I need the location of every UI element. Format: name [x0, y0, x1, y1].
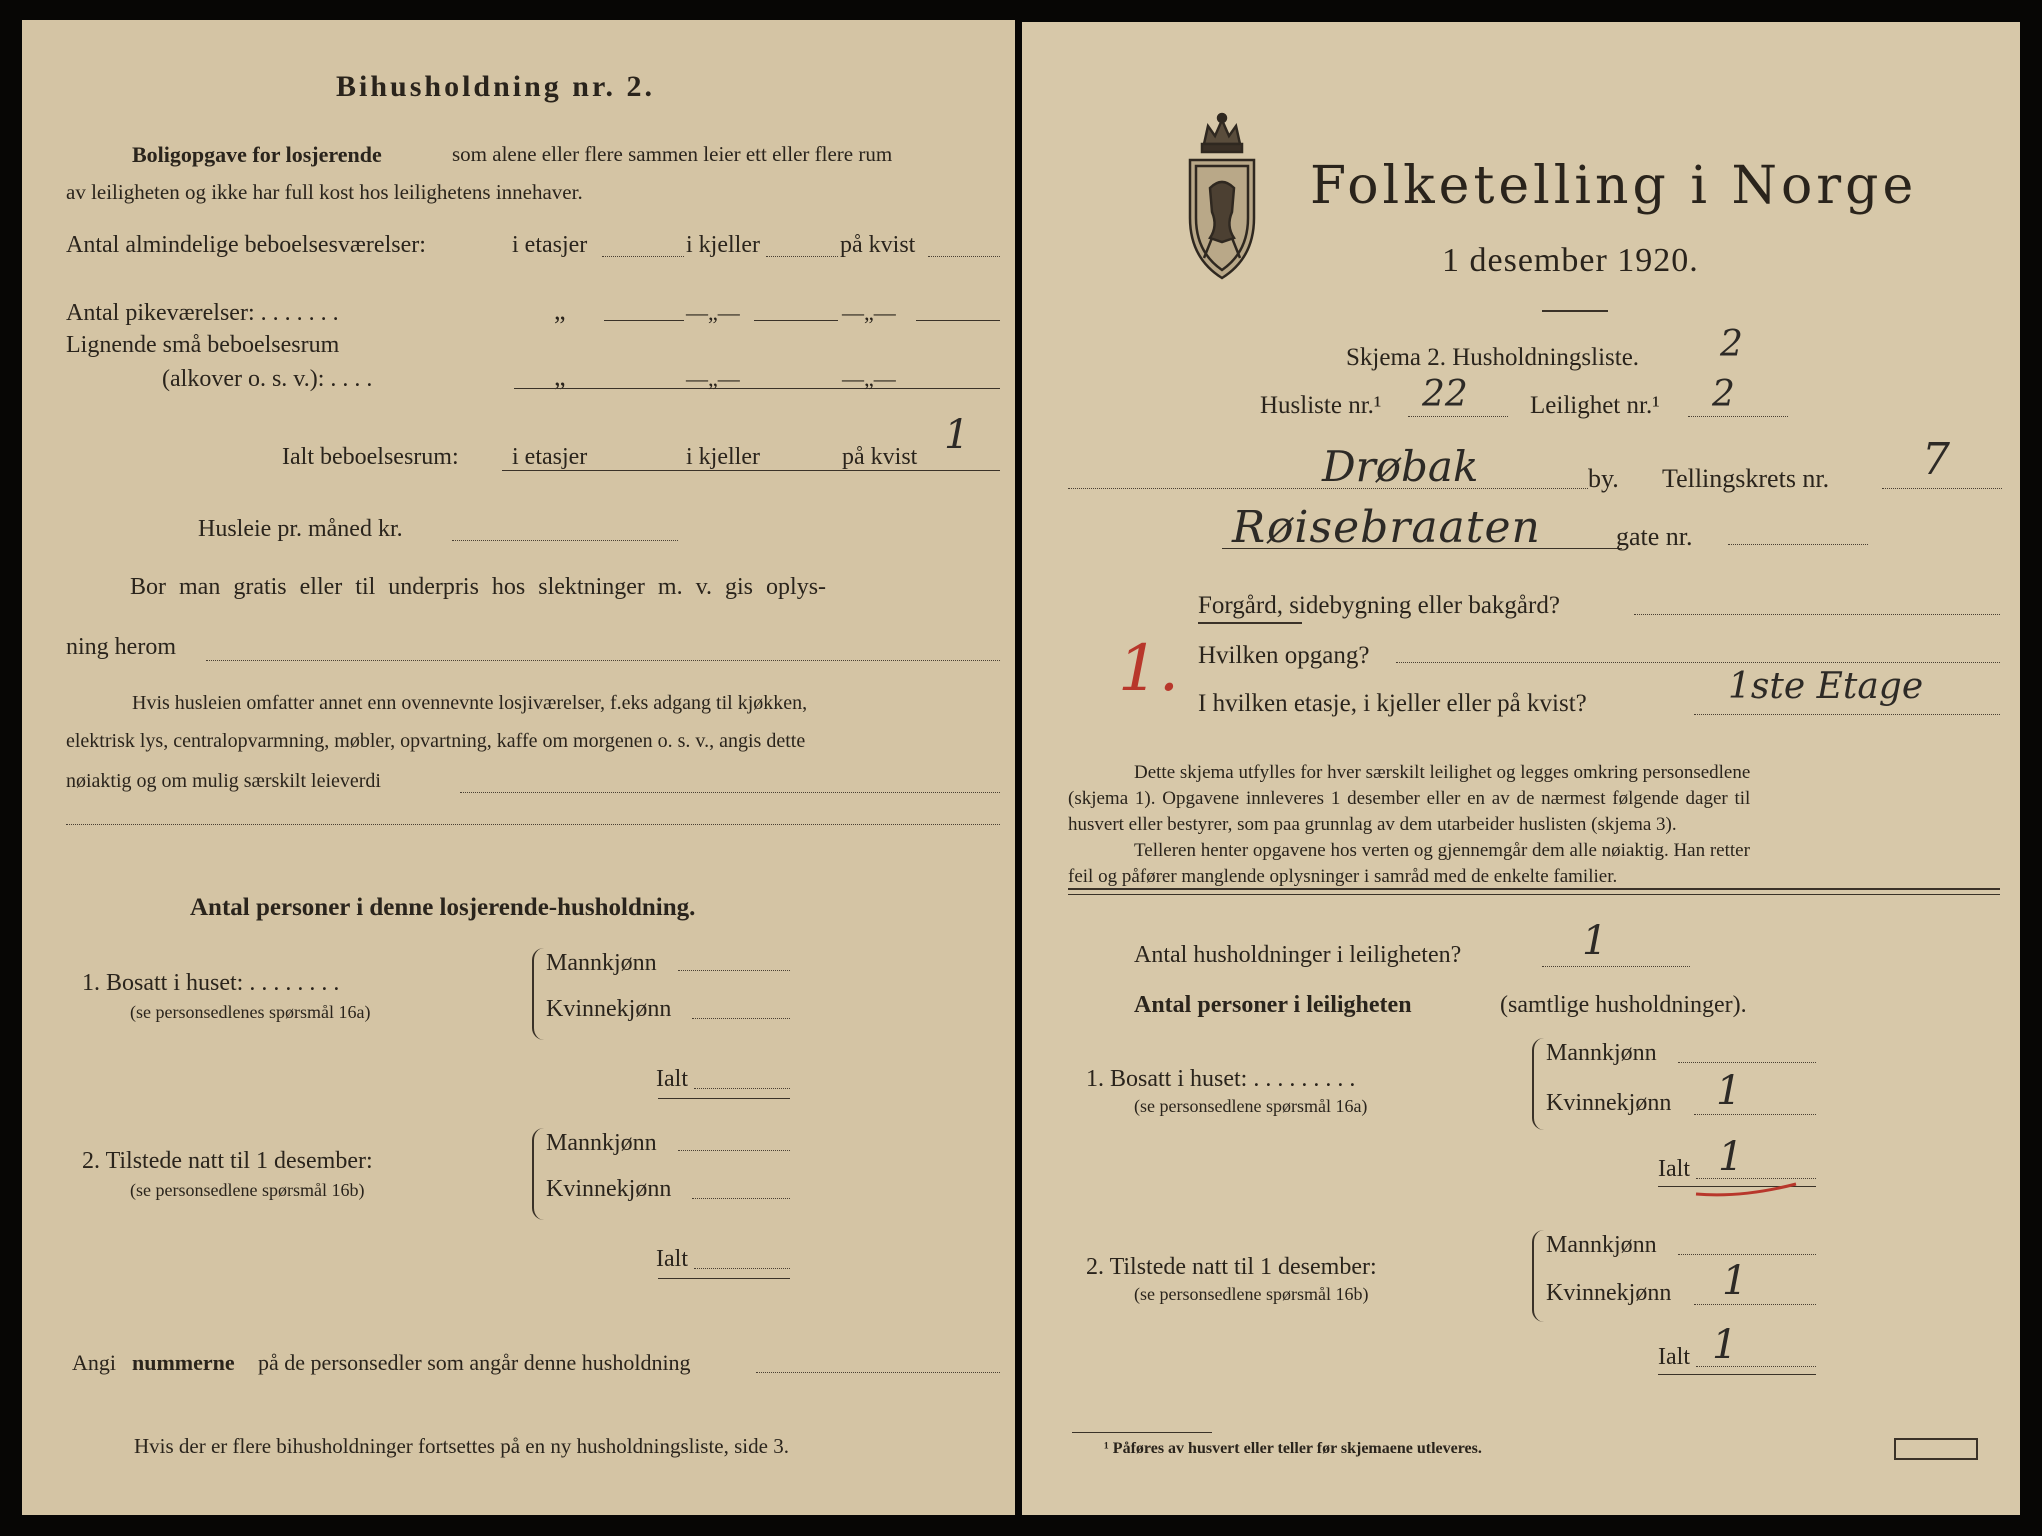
husholdninger-label: Antal husholdninger i leiligheten?	[1134, 942, 1462, 968]
instructions-3: husvert eller bestyrer, som paa grunnlag av dem utarbeider huslisten (skjema 3).	[1068, 814, 1677, 835]
small-ditto-1: „	[554, 362, 566, 391]
left-q1-sub: (se personsedlenes spørsmål 16a)	[130, 1002, 371, 1022]
opgang-label: Hvilken opgang?	[1198, 642, 1370, 669]
intro-text-1: som alene eller flere sammen leier ett eller flere rum	[452, 142, 893, 166]
angi-pre: Angi	[72, 1350, 116, 1375]
etasje-value: 1ste Etage	[1728, 666, 1924, 707]
skjema-value: 2	[1720, 324, 1743, 365]
right-page	[1022, 22, 2020, 1515]
right-q2-kvinne-value: 1	[1722, 1258, 1748, 1304]
small-rooms-1: Lignende små beboelsesrum	[66, 332, 340, 358]
krets-value: 7	[1922, 434, 1950, 485]
pike-ditto-2: —„—	[686, 300, 740, 325]
intro-bold: Boligopgave for losjerende	[132, 142, 382, 167]
left-footer: Hvis der er flere bihusholdninger fortsettes på en ny husholdningsliste, side 3.	[134, 1434, 789, 1458]
footnote: ¹ Påføres av husvert eller teller før skjemaene utleveres.	[1104, 1440, 1482, 1457]
left-q2-kvinne: Kvinnekjønn	[546, 1176, 672, 1202]
incl-text-2: elektrisk lys, centralopvarmning, møbler, opvartning, kaffe om morgenen o. s. v., angis dette	[66, 730, 806, 752]
etasje-label: I hvilken etasje, i kjeller eller på kvist?	[1198, 690, 1587, 717]
rooms-label: Antal almindelige beboelsesværelser:	[66, 232, 426, 258]
right-q1-ialt: Ialt	[1658, 1156, 1690, 1182]
rooms-kvist: på kvist	[840, 232, 916, 258]
rooms-etasjer: i etasjer	[512, 232, 588, 258]
right-q2-label: 2. Tilstede natt til 1 desember:	[1086, 1254, 1377, 1280]
right-q1-kvinne-value: 1	[1716, 1068, 1742, 1114]
right-q1-mann: Mannkjønn	[1546, 1040, 1657, 1066]
persons-bold: Antal personer i leiligheten	[1134, 992, 1412, 1018]
rooms-kjeller: i kjeller	[686, 232, 760, 258]
skjema-label: Skjema 2. Husholdningsliste.	[1346, 344, 1640, 371]
left-q2-label: 2. Tilstede natt til 1 desember:	[82, 1148, 373, 1174]
left-q2-ialt: Ialt	[656, 1246, 688, 1272]
by-label: by.	[1588, 464, 1619, 493]
right-q1-sub: (se personsedlene spørsmål 16a)	[1134, 1096, 1368, 1116]
right-q2-kvinne: Kvinnekjønn	[1546, 1280, 1672, 1306]
printer-stamp	[1894, 1438, 1978, 1460]
instructions-4: Telleren henter opgavene hos verten og gjennemgår dem alle nøiaktig. Han retter	[1134, 840, 1750, 861]
right-q2-sub: (se personsedlene spørsmål 16b)	[1134, 1284, 1369, 1304]
right-q1-label: 1. Bosatt i huset: . . . . . . . . .	[1086, 1066, 1356, 1092]
ialt-kvist: på kvist	[842, 444, 918, 470]
right-q1-ialt-value: 1	[1718, 1134, 1744, 1180]
left-page	[22, 20, 1015, 1515]
ialt-kjeller: i kjeller	[686, 444, 760, 470]
census-date: 1 desember 1920.	[1442, 242, 1699, 279]
leilighet-value: 2	[1712, 374, 1735, 415]
small-ditto-3: —„—	[842, 366, 896, 391]
bihusholdning-title: Bihusholdning nr. 2.	[336, 70, 656, 103]
incl-text-3: nøiaktig og om mulig særskilt leieverdi	[66, 770, 381, 792]
husholdninger-value: 1	[1582, 918, 1608, 964]
left-q2-mann: Mannkjønn	[546, 1130, 657, 1156]
gratis-text-2: ning herom	[66, 634, 176, 660]
left-q1-mann: Mannkjønn	[546, 950, 657, 976]
ialt-etasjer: i etasjer	[512, 444, 588, 470]
left-q2-sub: (se personsedlene spørsmål 16b)	[130, 1180, 365, 1200]
opgang-mark: 1.	[1118, 632, 1180, 706]
gate-label: gate nr.	[1616, 522, 1693, 551]
instructions-1: Dette skjema utfylles for hver særskilt leilighet og legges omkring personsedlene	[1134, 762, 1751, 783]
small-ditto-2: —„—	[686, 366, 740, 391]
pike-ditto-3: —„—	[842, 300, 896, 325]
left-q1-label: 1. Bosatt i huset: . . . . . . . .	[82, 970, 340, 996]
persons-heading: Antal personer i denne losjerende-husholdning.	[190, 894, 696, 921]
small-rooms-2: (alkover o. s. v.): . . . .	[162, 366, 373, 392]
intro-text-2: av leiligheten og ikke har full kost hos leilighetens innehaver.	[66, 180, 583, 204]
right-q2-mann: Mannkjønn	[1546, 1232, 1657, 1258]
husliste-value: 22	[1422, 374, 1468, 415]
forgard-label: Forgård, sidebygning eller bakgård?	[1198, 592, 1560, 619]
krets-label: Tellingskrets nr.	[1662, 464, 1830, 493]
red-underline-mark	[1692, 1178, 1802, 1202]
instructions-5: feil og påfører manglende oplysninger i samråd med de enkelte familier.	[1068, 866, 1618, 887]
left-q1-ialt: Ialt	[656, 1066, 688, 1092]
instructions-2: (skjema 1). Opgavene innleveres 1 desember eller en av de nærmest følgende dager til	[1068, 788, 1751, 809]
pike-label: Antal pikeværelser: . . . . . . .	[66, 300, 339, 326]
husliste-label: Husliste nr.¹	[1260, 392, 1382, 419]
right-q1-kvinne: Kvinnekjønn	[1546, 1090, 1672, 1116]
rent-label: Husleie pr. måned kr.	[198, 516, 403, 542]
angi-bold: nummerne	[132, 1350, 235, 1375]
folketelling-title: Folketelling i Norge	[1310, 156, 1918, 216]
gate-value: Røisebraaten	[1232, 502, 1541, 553]
gratis-text-1: Bor man gratis eller til underpris hos slektninger m. v. gis oplys-	[130, 574, 827, 600]
right-q2-ialt: Ialt	[1658, 1344, 1690, 1370]
coat-of-arms-icon	[1182, 108, 1262, 284]
incl-text-1: Hvis husleien omfatter annet enn ovennevnte losjiværelser, f.eks adgang til kjøkken,	[132, 692, 808, 714]
ialt-kvist-value: 1	[944, 412, 970, 458]
leilighet-label: Leilighet nr.¹	[1530, 392, 1660, 419]
persons-rest: (samtlige husholdninger).	[1500, 992, 1747, 1018]
left-q1-kvinne: Kvinnekjønn	[546, 996, 672, 1022]
by-value: Drøbak	[1322, 442, 1479, 491]
right-q2-ialt-value: 1	[1712, 1322, 1738, 1368]
angi-rest: på de personsedler som angår denne husholdning	[258, 1350, 691, 1375]
pike-ditto-1: „	[554, 296, 566, 325]
ialt-rooms-label: Ialt beboelsesrum:	[282, 444, 459, 470]
